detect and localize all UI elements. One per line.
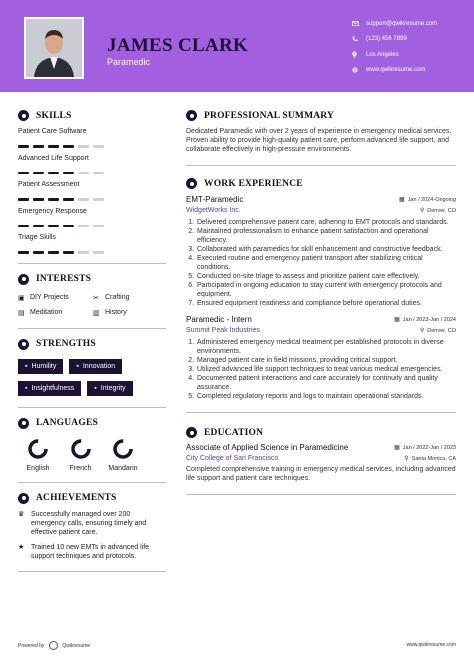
divider bbox=[18, 571, 166, 572]
strengths-section bbox=[18, 339, 166, 408]
skill-level-dot bbox=[33, 198, 44, 201]
skill-level-dot bbox=[63, 251, 74, 254]
achievement-item: ♛ Successfully managed over 200 emergency calls, ensuring timely and effective patient care. bbox=[18, 510, 147, 536]
skills-heading: SKILLS bbox=[18, 110, 166, 121]
job-bullet: 5. Completed regulatory reports and logs to maintain operational standards. bbox=[196, 392, 456, 401]
footer bbox=[0, 636, 474, 656]
contact-phone[interactable] bbox=[352, 32, 437, 48]
language-item bbox=[18, 438, 58, 472]
job-bullet: 4. Documented patient interactions and care accurately for continuity and quality assurance. bbox=[196, 374, 456, 392]
job-title: EMT-Paramedic bbox=[186, 195, 244, 204]
languages-icon bbox=[18, 418, 29, 429]
languages-section bbox=[18, 418, 166, 483]
strengths-heading: STRENGTHS bbox=[18, 339, 166, 350]
skill-level-meter bbox=[18, 172, 166, 175]
strengths-list bbox=[18, 359, 166, 396]
skills-section bbox=[18, 110, 166, 264]
skill-level-dot bbox=[63, 198, 74, 201]
job-bullets bbox=[186, 218, 456, 308]
skill-level-dot bbox=[18, 172, 29, 175]
job-bullet: 1. Administered emergency medical treatment per established protocols in diverse environments. bbox=[196, 338, 456, 356]
job-entry bbox=[186, 315, 456, 401]
skill-level-meter bbox=[18, 225, 166, 228]
footer-url[interactable]: www.qwikresume.com bbox=[406, 642, 456, 648]
location-icon: ⚲ bbox=[419, 208, 425, 214]
language-item bbox=[61, 438, 101, 472]
job-bullet: 7. Ensured equipment readiness and compliance before operational duties. bbox=[196, 299, 456, 308]
skill-level-meter bbox=[18, 198, 166, 201]
skill-level-dot bbox=[33, 225, 44, 228]
contact-list bbox=[352, 16, 437, 78]
skill-level-dot bbox=[18, 225, 29, 228]
education-location: Santa Monica, CA bbox=[411, 455, 456, 462]
skill-level-dot bbox=[48, 198, 59, 201]
skill-level-meter bbox=[18, 251, 166, 254]
divider bbox=[186, 412, 456, 413]
skill-level-dot bbox=[93, 251, 104, 254]
integrity-icon: ▪ bbox=[94, 384, 97, 392]
skill-level-dot bbox=[48, 145, 59, 148]
achievement-item: ★ Trained 10 new EMTs in advanced life support techniques and protocols. bbox=[18, 543, 150, 560]
skill-level-dot bbox=[93, 172, 104, 175]
divider bbox=[18, 407, 166, 408]
skills-list bbox=[18, 128, 166, 254]
skill-level-dot bbox=[78, 251, 89, 254]
skill-level-dot bbox=[48, 225, 59, 228]
job-bullets bbox=[186, 338, 456, 401]
summary-section bbox=[186, 110, 456, 166]
contact-website[interactable] bbox=[352, 63, 437, 79]
calendar-icon: ▦ bbox=[394, 445, 400, 451]
skill-level-dot bbox=[78, 198, 89, 201]
strength-badge: ▪ Innovation bbox=[69, 359, 122, 374]
skill-label: Triage Skills bbox=[18, 234, 56, 241]
education-section bbox=[186, 427, 456, 495]
strength-badge: ▪ Integrity bbox=[87, 381, 132, 396]
language-level-ring bbox=[112, 438, 134, 460]
job-company: WidgetWorks Inc. bbox=[186, 207, 241, 214]
job-dates: Jan / 2023-Jan / 2024 bbox=[402, 316, 456, 323]
languages-heading: LANGUAGES bbox=[18, 418, 166, 429]
skill-level-dot bbox=[33, 251, 44, 254]
summary-text: Dedicated Paramedic with over 2 years of experience in emergency medical services. Proven ability to provide high-quality patient care, perform advanced life support, and collaborate effectively in high-pressure environments. bbox=[186, 128, 452, 153]
skill-level-dot bbox=[48, 251, 59, 254]
skill-label: Advanced Life Support bbox=[18, 154, 89, 162]
interests-list bbox=[18, 294, 166, 317]
brand-name[interactable]: Qwikresume bbox=[62, 642, 91, 649]
divider bbox=[18, 482, 166, 483]
skill-level-dot bbox=[63, 172, 74, 175]
job-bullet: 5. Conducted on-site triage to assess and prioritize patient care effectively. bbox=[196, 272, 456, 281]
job-bullet: 3. Utilized advanced life support techniques to treat various medical emergencies. bbox=[196, 365, 456, 374]
achievements-section bbox=[18, 493, 166, 572]
divider bbox=[18, 328, 166, 329]
school-name: City College of San Francisco bbox=[186, 455, 279, 462]
skill-level-dot bbox=[78, 225, 89, 228]
summary-heading: PROFESSIONAL SUMMARY bbox=[186, 110, 456, 121]
calendar-icon: ▦ bbox=[394, 317, 400, 323]
skill-level-dot bbox=[18, 198, 29, 201]
language-label: French bbox=[69, 464, 92, 472]
education-dates: Jan / 2022-Jan / 2023 bbox=[402, 444, 456, 451]
languages-list bbox=[18, 438, 143, 472]
skill-level-dot bbox=[93, 198, 104, 201]
location-icon: ⚲ bbox=[404, 456, 409, 462]
experience-heading: WORK EXPERIENCE bbox=[186, 178, 456, 189]
interest-item: ✂ Crafting bbox=[93, 294, 130, 302]
language-level-ring bbox=[27, 438, 49, 460]
language-item bbox=[103, 438, 143, 472]
interest-item: ▤ Meditation bbox=[18, 309, 63, 317]
skills-icon bbox=[18, 110, 29, 121]
globe-icon bbox=[352, 67, 366, 73]
profile-photo bbox=[24, 17, 84, 79]
interest-item: ▣ DIY Projects bbox=[18, 294, 69, 302]
skill-level-dot bbox=[18, 251, 29, 254]
interests-section bbox=[18, 274, 166, 329]
contact-location bbox=[352, 47, 437, 63]
job-bullet: 4. Executed routine and emergency patient transport after stabilizing critical conditions. bbox=[196, 254, 456, 272]
education-icon bbox=[186, 427, 197, 438]
degree-title: Associate of Applied Science in Paramedicine bbox=[186, 443, 349, 452]
qwikresume-logo-icon bbox=[49, 641, 58, 650]
divider bbox=[186, 165, 456, 166]
candidate-name: JAMES CLARK bbox=[107, 35, 249, 56]
interests-icon bbox=[18, 274, 29, 285]
job-bullet: 6. Participated in ongoing education to stay current with emergency protocols and equipment. bbox=[196, 281, 456, 299]
achievements-heading: ACHIEVEMENTS bbox=[18, 493, 166, 504]
job-title: Paramedic - Intern bbox=[186, 315, 252, 324]
location-icon: ⚲ bbox=[419, 328, 425, 334]
skill-level-dot bbox=[93, 225, 104, 228]
skill-label: Emergency Response bbox=[18, 207, 87, 215]
skill-level-dot bbox=[78, 172, 89, 175]
skill-level-dot bbox=[63, 225, 74, 228]
skill-level-dot bbox=[18, 145, 29, 148]
contact-email[interactable] bbox=[352, 16, 437, 32]
job-bullet: 3. Collaborated with paramedics for skill enhancement and constructive feedback. bbox=[196, 245, 456, 254]
header-banner bbox=[0, 0, 474, 92]
project-icon: ▣ bbox=[18, 294, 25, 302]
achievements-icon bbox=[18, 493, 29, 504]
skill-level-dot bbox=[78, 145, 89, 148]
powered-by-label: Powered by bbox=[18, 642, 45, 649]
experience-icon bbox=[186, 178, 197, 189]
skill-level-dot bbox=[33, 172, 44, 175]
job-company: Summit Peak Industries bbox=[186, 327, 260, 334]
contact-phone-text: (123) 456 7899 bbox=[366, 36, 407, 43]
contact-email-text: support@qwikresume.com bbox=[366, 20, 438, 27]
skill-level-dot bbox=[33, 145, 44, 148]
interest-item: ▥ History bbox=[93, 309, 127, 317]
strength-badge: ▪ Humility bbox=[18, 359, 63, 374]
email-icon bbox=[352, 21, 366, 26]
trophy-icon: ♛ bbox=[18, 510, 25, 518]
skill-level-dot bbox=[48, 172, 59, 175]
skill-level-meter bbox=[18, 145, 166, 148]
phone-icon bbox=[352, 36, 366, 42]
job-location: Denver, CO bbox=[427, 207, 456, 214]
education-text: Completed comprehensive training in emergency medical services, including advanced life support and patient care techniques. bbox=[186, 466, 456, 482]
contact-location-text: Los Angeles bbox=[366, 51, 399, 58]
job-dates: Jan / 2024-Ongoing bbox=[407, 196, 456, 203]
language-level-ring bbox=[70, 438, 92, 460]
history-icon: ▥ bbox=[93, 309, 100, 317]
divider bbox=[18, 263, 166, 264]
avatar-icon bbox=[26, 19, 82, 77]
meditation-icon: ▤ bbox=[18, 309, 25, 317]
divider bbox=[186, 494, 456, 495]
location-icon bbox=[352, 51, 366, 58]
candidate-role: Paramedic bbox=[107, 57, 151, 67]
job-location: Denver, CO bbox=[427, 327, 456, 334]
skill-label: Patient Care Software bbox=[18, 128, 87, 135]
skill-label: Patient Assessment bbox=[18, 181, 80, 188]
skill-level-dot bbox=[93, 145, 104, 148]
job-entry bbox=[186, 195, 456, 308]
humility-icon: ▪ bbox=[25, 362, 28, 370]
language-label: Mandarin bbox=[108, 464, 138, 472]
calendar-icon: ▦ bbox=[399, 197, 405, 203]
innovation-icon: ▪ bbox=[76, 362, 79, 370]
contact-website-text: www.qwikresume.com bbox=[366, 67, 426, 74]
skill-level-dot bbox=[63, 145, 74, 148]
experience-section bbox=[186, 178, 456, 413]
insight-icon: ▪ bbox=[25, 384, 28, 392]
education-heading: EDUCATION bbox=[186, 427, 456, 438]
job-bullet: 2. Managed patient care in field missions, providing critical support. bbox=[196, 356, 456, 365]
job-bullet: 2. Maintained professionalism to enhance patient satisfaction and operational efficiency. bbox=[196, 227, 456, 245]
right-column bbox=[186, 110, 456, 495]
summary-icon bbox=[186, 110, 197, 121]
crafting-icon: ✂ bbox=[93, 294, 99, 302]
language-label: English bbox=[26, 464, 50, 472]
left-column bbox=[18, 110, 166, 572]
strengths-icon bbox=[18, 339, 29, 350]
star-icon: ★ bbox=[18, 543, 25, 551]
strength-badge: ▪ Insightfulness bbox=[18, 381, 81, 396]
job-bullet: 1. Delivered comprehensive patient care, adhering to EMT protocols and standards. bbox=[196, 218, 456, 227]
interests-heading: INTERESTS bbox=[18, 274, 166, 285]
